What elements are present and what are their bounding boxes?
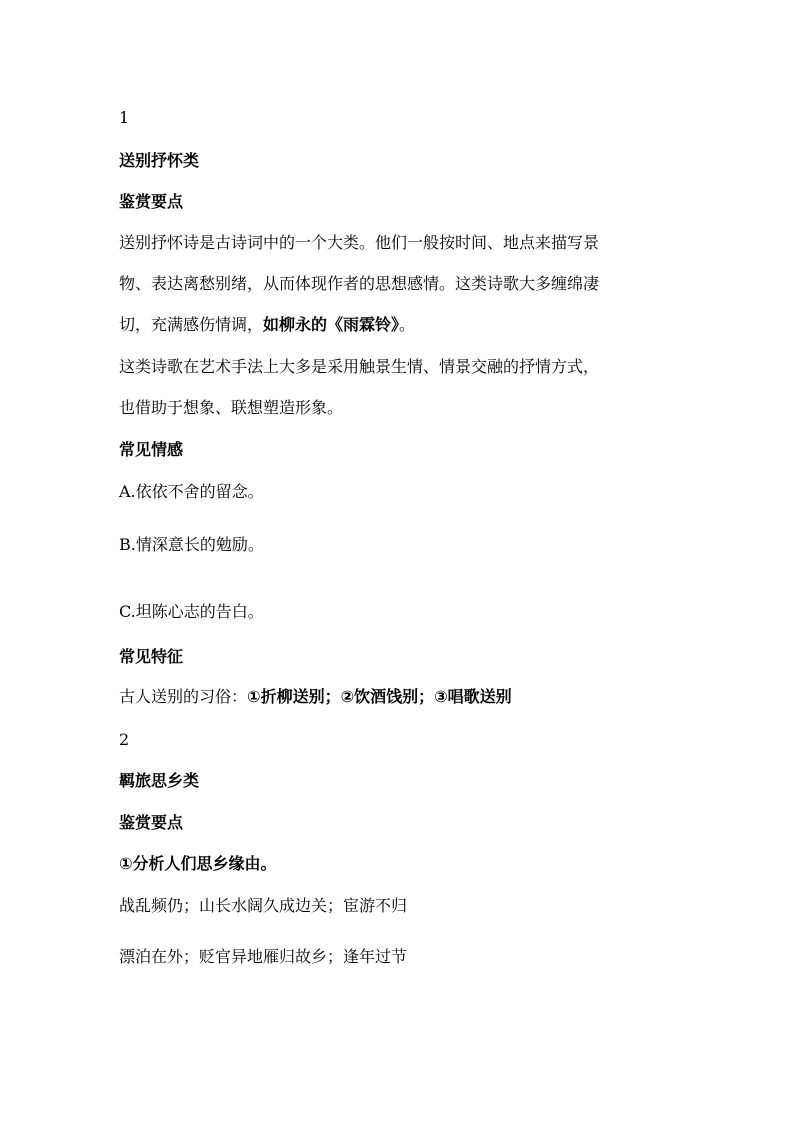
section-number-1: 1 [119, 108, 130, 127]
section-title-homesick: 羁旅思乡类 [119, 771, 200, 790]
paragraph-line: 这类诗歌在艺术手法上大多是采用触景生情、情景交融的抒情方式， [119, 357, 600, 376]
section-title-farewell: 送别抒怀类 [119, 151, 200, 170]
paragraph-line [119, 315, 415, 335]
paragraph-line: 送别抒怀诗是古诗词中的一个大类。他们一般按时间、地点来描写景 [119, 233, 600, 252]
reasons-line: 漂泊在外；贬官异地雁归故乡；逢年过节 [119, 947, 408, 966]
paragraph-line: 物、表达离愁别绪，从而体现作者的思想感情。这类诗歌大多缠绵凄 [119, 274, 600, 293]
emotions-heading: 常见情感 [119, 440, 184, 459]
customs-list: ①折柳送别；②饮酒饯别；③唱歌送别 [247, 687, 512, 706]
emotion-item-b: B.情深意长的勉励。 [119, 535, 264, 554]
period: 。 [399, 315, 416, 334]
appreciation-heading-2: 鉴赏要点 [119, 813, 184, 832]
appreciation-heading-1: 鉴赏要点 [119, 192, 184, 211]
customs-prefix: 古人送别的习俗： [119, 687, 248, 706]
paragraph-text: 切，充满感伤情调， [119, 315, 264, 334]
emotion-item-c: C.坦陈心志的告白。 [119, 602, 264, 621]
emotion-item-a: A.依依不舍的留念。 [119, 482, 264, 501]
example-poem-highlight: 如柳永的《雨霖铃》 [263, 315, 400, 334]
features-heading: 常见特征 [119, 647, 184, 666]
paragraph-line: 也借助于想象、联想塑造形象。 [119, 398, 344, 417]
farewell-customs-line [119, 687, 512, 707]
section-number-2: 2 [119, 730, 130, 749]
reasons-line: 战乱频仍；山长水阔久成边关；宦游不归 [119, 896, 408, 915]
analysis-point-1: ①分析人们思乡缘由。 [119, 854, 277, 873]
